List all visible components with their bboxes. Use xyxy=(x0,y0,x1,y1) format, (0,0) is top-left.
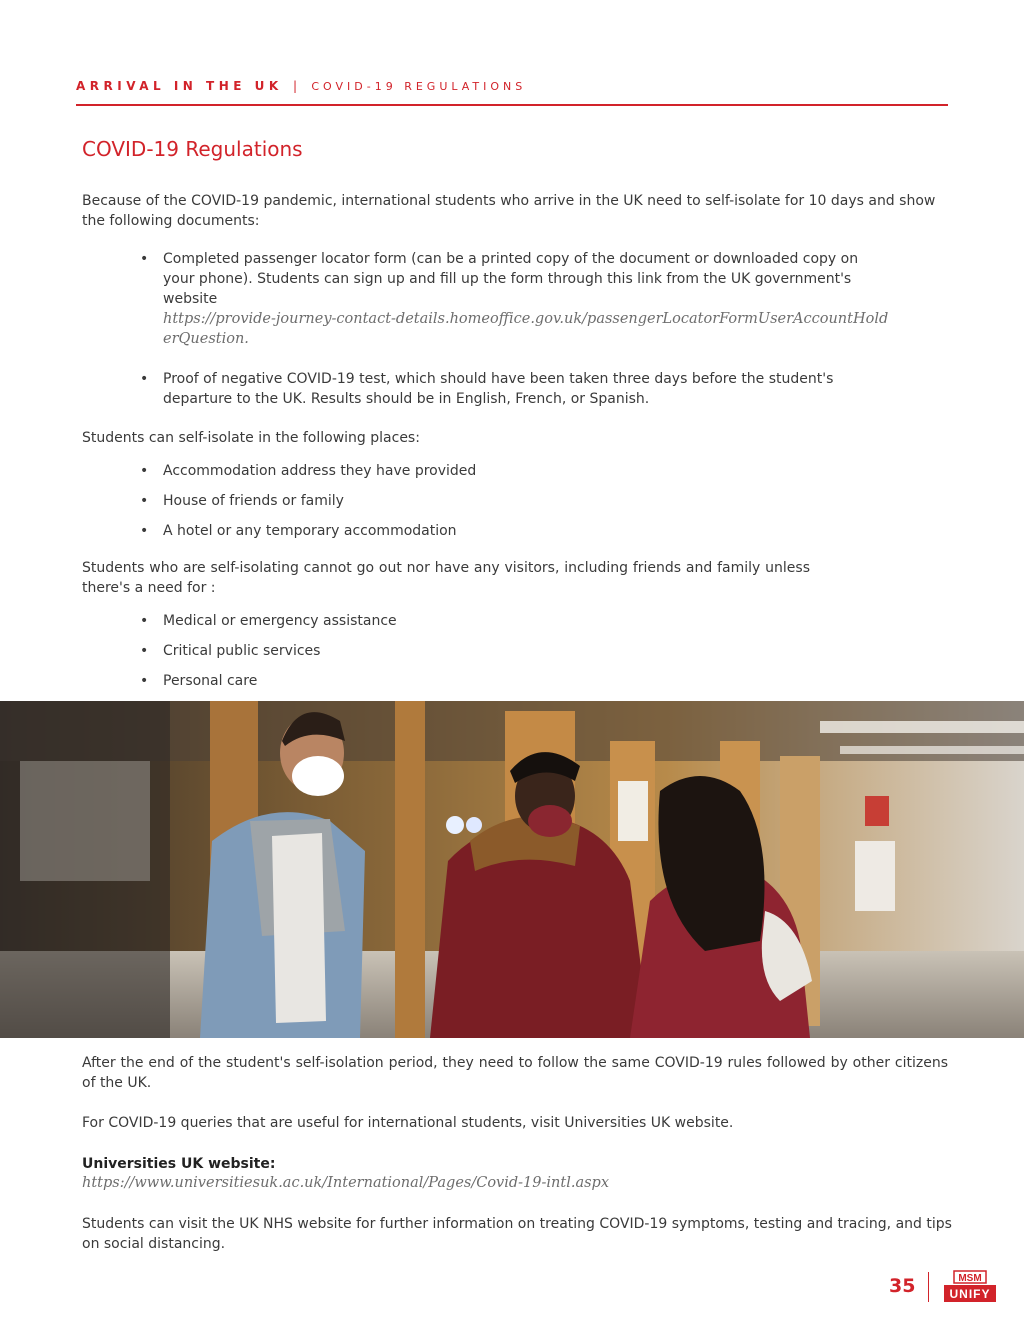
msm-unify-logo xyxy=(943,1270,997,1303)
bullet-icon: • xyxy=(140,251,149,267)
header-section: ARRIVAL IN THE UK xyxy=(76,79,283,93)
after-isolation-paragraph: After the end of the student's self-isolation period, they need to follow the same COVID-19 rules followed by other citizens of the UK. xyxy=(82,1055,948,1091)
bullet-icon: • xyxy=(140,463,149,479)
list-item xyxy=(140,611,840,631)
list-item-text: House of friends or family xyxy=(163,493,344,509)
bullet-icon: • xyxy=(140,613,149,629)
list-item xyxy=(140,369,890,409)
nhs-paragraph: Students can visit the UK NHS website for further information on treating COVID-19 symptoms, testing and tracing, and tips on social distancing. xyxy=(82,1216,952,1252)
bullet-icon: • xyxy=(140,673,149,689)
header-separator: | xyxy=(292,79,298,93)
header-subsection: COVID-19 REGULATIONS xyxy=(311,80,527,93)
queries-paragraph: For COVID-19 queries that are useful for international students, visit Universities UK website. xyxy=(82,1115,734,1131)
documents-list xyxy=(140,249,890,409)
isolate-intro: Students can self-isolate in the following places: xyxy=(82,430,420,446)
header-rule xyxy=(76,104,948,106)
document-item-text: Completed passenger locator form (can be a printed copy of the document or downloaded copy on your phone). Students can sign up and fill up the form through this link from the UK government's website xyxy=(163,251,859,307)
bullet-icon: • xyxy=(140,493,149,509)
isolate-places-list xyxy=(140,461,840,541)
list-item xyxy=(140,671,840,691)
intro-paragraph: Because of the COVID-19 pandemic, international students who arrive in the UK need to self-isolate for 10 days and show the following documents: xyxy=(82,193,936,229)
bullet-icon: • xyxy=(140,523,149,539)
bullet-icon: • xyxy=(140,643,149,659)
photo-illustration xyxy=(0,701,1024,1038)
page-title: COVID-19 Regulations xyxy=(82,137,303,161)
list-item xyxy=(140,641,840,661)
page-number: 35 xyxy=(889,1275,916,1297)
list-item-text: Medical or emergency assistance xyxy=(163,613,397,629)
list-item-text: Critical public services xyxy=(163,643,321,659)
needs-list xyxy=(140,611,840,691)
bullet-icon: • xyxy=(140,371,149,387)
logo-top-text: MSM xyxy=(958,1273,982,1284)
uuk-label: Universities UK website: xyxy=(82,1156,276,1172)
uuk-link[interactable]: https://www.universitiesuk.ac.uk/International/Pages/Covid-19-intl.aspx xyxy=(82,1175,610,1191)
list-item-text: Personal care xyxy=(163,673,258,689)
logo-bottom-text: UNIFY xyxy=(949,1287,991,1301)
footer-divider xyxy=(928,1272,929,1302)
running-header xyxy=(76,79,526,93)
list-item-text: A hotel or any temporary accommodation xyxy=(163,523,457,539)
list-item xyxy=(140,249,890,349)
list-item xyxy=(140,491,840,511)
list-item xyxy=(140,461,840,481)
visitors-paragraph: Students who are self-isolating cannot go out nor have any visitors, including friends and family unless there's a need for : xyxy=(82,560,810,596)
passenger-locator-link[interactable]: https://provide-journey-contact-details.homeoffice.gov.uk/passengerLocatorFormUserAccountHolderQuestion. xyxy=(163,311,889,347)
list-item xyxy=(140,521,840,541)
students-subway-photo xyxy=(0,701,1024,1038)
document-item-text: Proof of negative COVID-19 test, which should have been taken three days before the student's departure to the UK. Results should be in English, French, or Spanish. xyxy=(163,371,834,407)
list-item-text: Accommodation address they have provided xyxy=(163,463,477,479)
